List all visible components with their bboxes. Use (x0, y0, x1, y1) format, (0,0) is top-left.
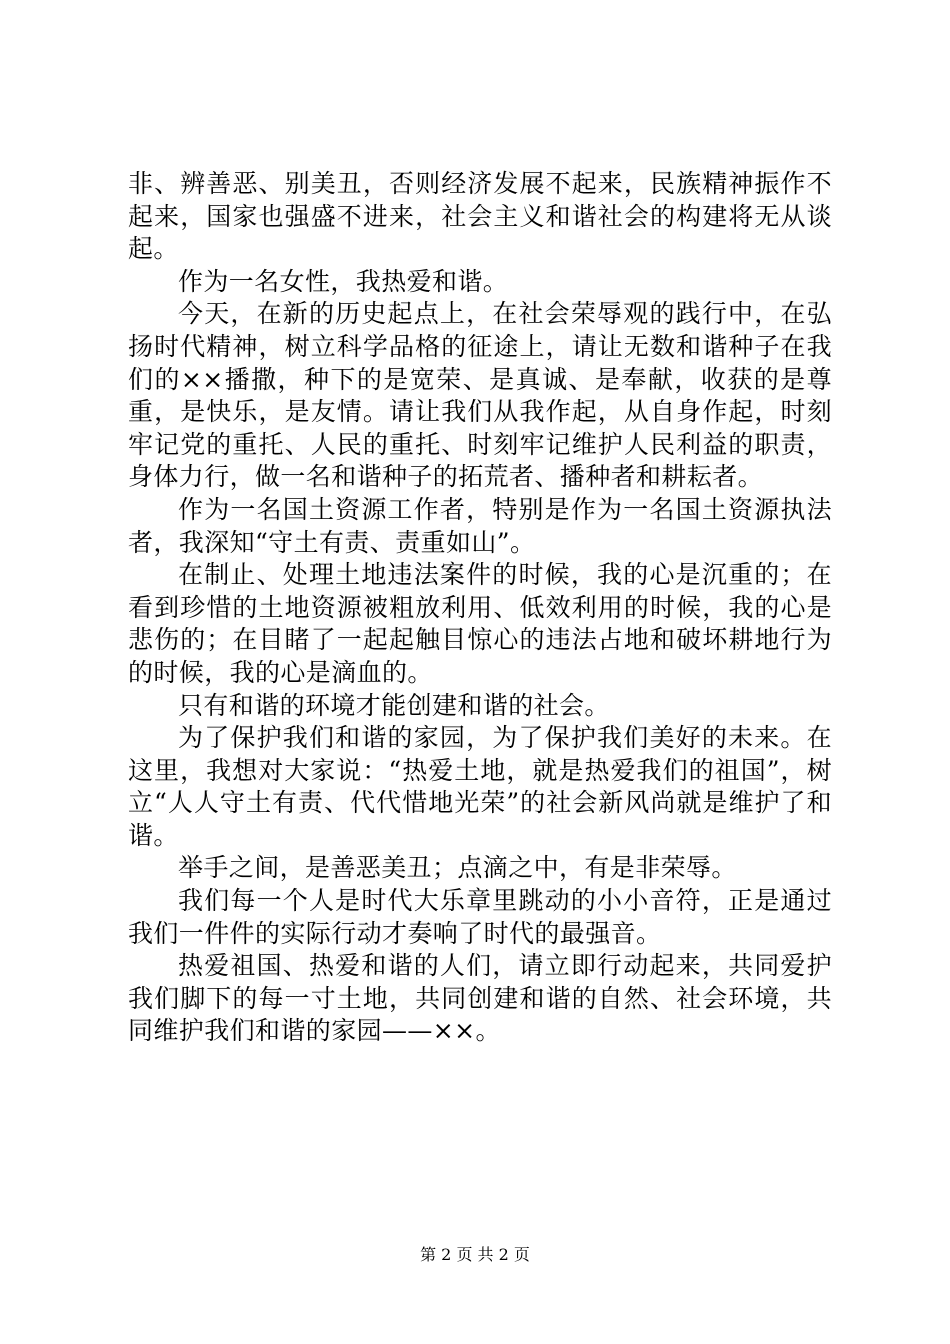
document-body (128, 168, 832, 1048)
paragraph: 作为一名国土资源工作者，特别是作为一名国土资源执法者，我深知“守土有责、责重如山”。 (128, 494, 832, 557)
paragraph: 作为一名女性，我热爱和谐。 (178, 266, 509, 296)
paragraph: 非、辨善恶、别美丑，否则经济发展不起来，民族精神振作不起来，国家也强盛不进来，社会主义和谐社会的构建将无从谈起。 (128, 169, 832, 264)
paragraph: 只有和谐的环境才能创建和谐的社会。 (178, 690, 610, 720)
page-footer (0, 1244, 950, 1266)
paragraph: 我们每一个人是时代大乐章里跳动的小小音符，正是通过我们一件件的实际行动才奏响了时代的最强音。 (128, 886, 832, 948)
paragraph: 热爱祖国、热爱和谐的人们，请立即行动起来，共同爱护我们脚下的每一寸土地，共同创建和谐的自然、社会环境，共同维护我们和谐的家园——××。 (128, 951, 832, 1046)
page-number: 第 2 页 共 2 页 (420, 1245, 530, 1264)
paragraph: 在制止、处理土地违法案件的时候，我的心是沉重的；在看到珍惜的土地资源被粗放利用、低效利用的时候，我的心是悲伤的；在目睹了一起起触目惊心的违法占地和破坏耕地行为的时候，我的心是滴血的。 (128, 560, 832, 687)
paragraph: 为了保护我们和谐的家园，为了保护我们美好的未来。在这里，我想对大家说：“热爱土地，就是热爱我们的祖国”，树立“人人守土有责、代代惜地光荣”的社会新风尚就是维护了和谐。 (128, 723, 832, 850)
paragraph: 举手之间，是善恶美丑；点滴之中，有是非荣辱。 (178, 853, 737, 883)
paragraph: 今天，在新的历史起点上，在社会荣辱观的践行中，在弘扬时代精神，树立科学品格的征途上，请让无数和谐种子在我们的××播撒，种下的是宽荣、是真诚、是奉献，收获的是尊重，是快乐，是友情。请让我们从我作起，从自身作起，时刻牢记党的重托、人民的重托、时刻牢记维护人民利益的职责，身体力行，做一名和谐种子的拓荒者、播种者和耕耘者。 (128, 299, 832, 492)
